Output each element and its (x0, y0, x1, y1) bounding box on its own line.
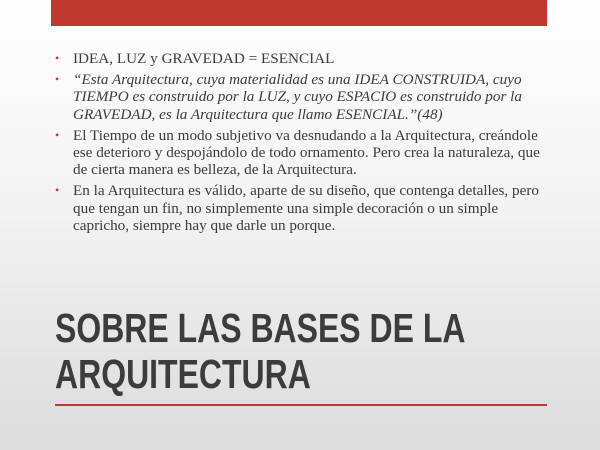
bullet-dot-icon: • (55, 127, 60, 142)
top-accent-bar (51, 0, 547, 26)
slide-title (55, 305, 466, 397)
bullet-text: En la Arquitectura es válido, aparte de su diseño, que contenga detalles, pero que tengan un fin, no simplemente una simple decoración o un simple capricho, siempre hay que darle un porque. (73, 182, 540, 234)
bullet-dot-icon: • (55, 72, 60, 87)
bullet-dot-icon: • (55, 183, 60, 198)
bullet-text: “Esta Arquitectura, cuya materialidad es una IDEA CONSTRUIDA, cuyo TIEMPO es construido por la LUZ, y cuyo ESPACIO es construido por la GRAVEDAD, es la Arquitectura que llamo ESENCIAL.”(48) (73, 71, 522, 123)
slide-title-line1: SOBRE LAS BASES DE LA (55, 305, 466, 351)
bullet-item (54, 127, 546, 179)
bullet-list (54, 50, 546, 238)
slide-title-line2: ARQUITECTURA (55, 351, 311, 397)
title-underline-divider (55, 404, 547, 406)
bullet-item-quote (54, 71, 546, 123)
bullet-item (54, 50, 546, 67)
bullet-text: El Tiempo de un modo subjetivo va desnudando a la Arquitectura, creándole ese deterioro y despojándolo de todo ornamento. Pero crea la naturaleza, que de cierta manera es belleza, de la Arquitectura. (73, 126, 540, 179)
bullet-text: IDEA, LUZ y GRAVEDAD = ESENCIAL (73, 50, 335, 67)
bullet-item (54, 182, 546, 234)
bullet-dot-icon: • (55, 51, 60, 65)
